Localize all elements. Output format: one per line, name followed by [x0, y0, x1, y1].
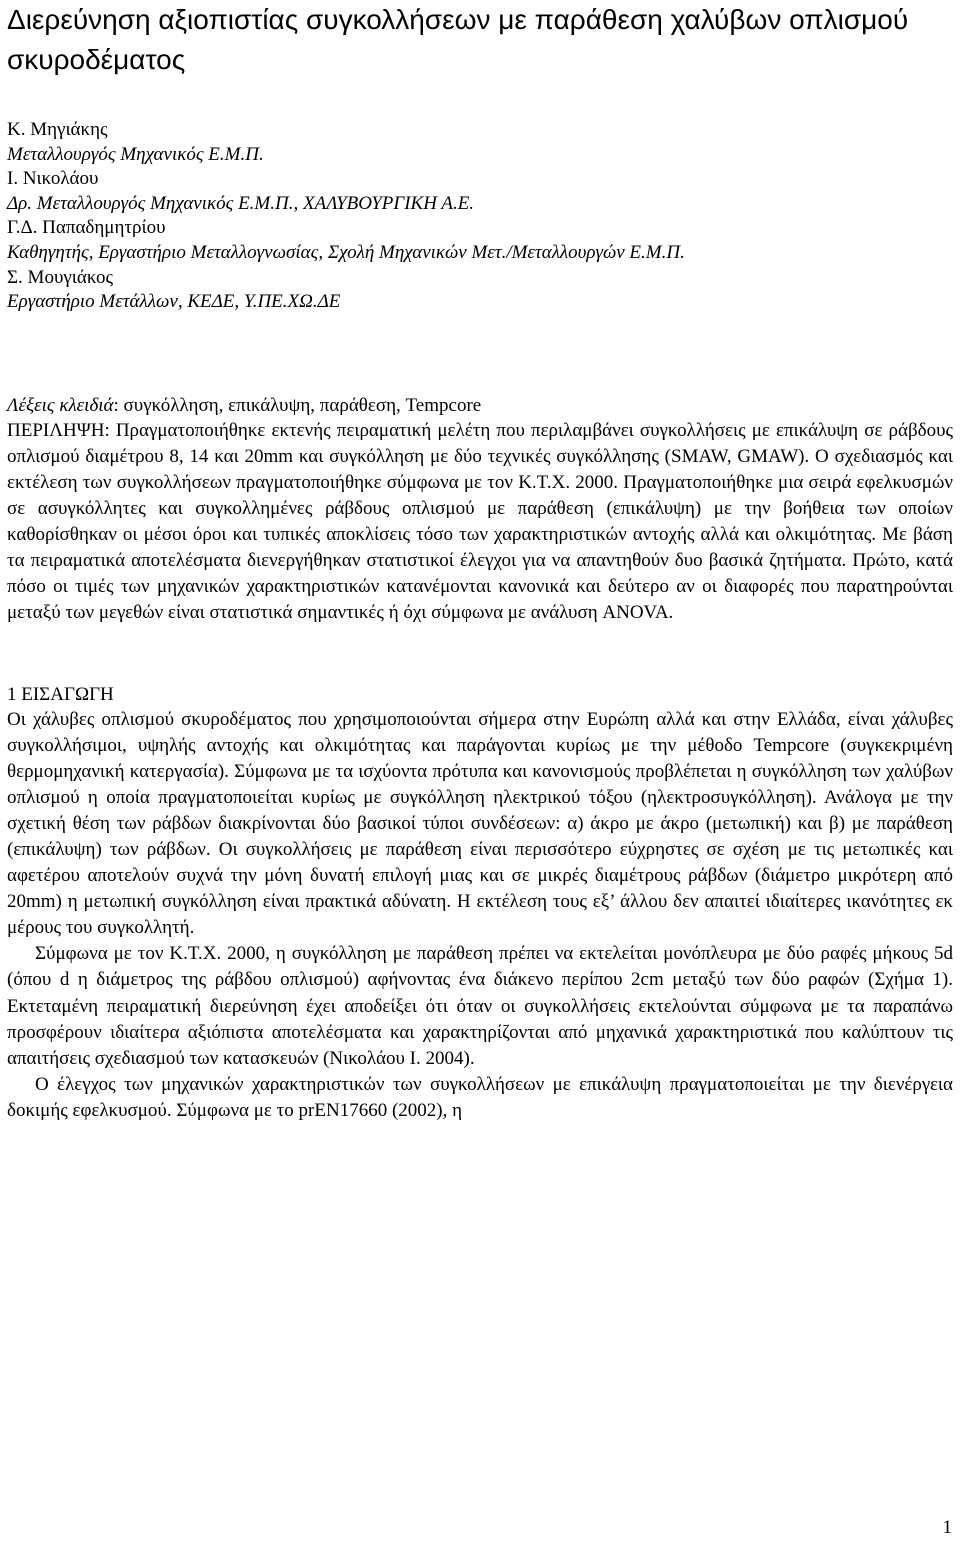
author-affiliation: Μεταλλουργός Μηχανικός Ε.Μ.Π.	[7, 143, 264, 165]
author-name: Κ. Μηγιάκης	[7, 119, 108, 140]
page-number: 1	[942, 1517, 952, 1538]
author-name: Σ. Μουγιάκος	[7, 266, 114, 288]
author-list	[7, 118, 953, 315]
document-page	[7, 0, 953, 1124]
body-paragraph: Οι χάλυβες οπλισμού σκυροδέματος που χρησιμοποιούνται σήμερα στην Ευρώπη αλλά και στην Ελλάδα, είναι χάλυβες συγκολλήσιμοι, υψηλής αντοχής και ολκιμότητας και παράγονται κυρίως με την μέθοδο Tempcore (συγκεκριμένη θερμομηχανική κατεργασία). Σύμφωνα με τα ισχύοντα πρότυπα και κανονισμούς προβλέπεται η συγκόλληση των χαλύβων οπλισμού η οποία πραγματοποιείται κυρίως με συγκόλληση ηλεκτρικού τόξου (ηλεκτροσυγκόλληση). Ανάλογα με την σχετική θέση των ράβδων διακρίνονται δύο βασικοί τύποι συνδέσεων: α) άκρο με άκρο (μετωπική) και β) με παράθεση (επικάλυψη) των ράβδων. Οι συγκολλήσεις με παράθεση είναι περισσότερο εύχρηστες σε σχέση με τις μετωπικές και αφετέρου αποτελούν συχνά την μόνη δυνατή επιλογή μιας και σε μικρές διαμέτρους ράβδων (διάμετρο μικρότερη από 20mm) η μετωπική συγκόλληση είναι πρακτικά αδύνατη. Η εκτέλεση τους εξ’ άλλου δεν απαιτεί ιδιαίτερες ικανότητες εκ μέρους του συγκολλητή.	[7, 708, 953, 939]
author-name: Ι. Νικολάου	[7, 168, 99, 190]
body-paragraph: Ο έλεγχος των μηχανικών χαρακτηριστικών των συγκολλήσεων με επικάλυψη πραγματοποιείται με την διενέργεια δοκιμής εφελκυσμού. Σύμφωνα με το prEN17660 (2002), η	[7, 1073, 953, 1121]
paper-title: Διερεύνηση αξιοπιστίας συγκολλήσεων με παράθεση χαλύβων οπλισμού σκυροδέματος	[7, 4, 909, 75]
keywords-label: Λέξεις κλειδιά	[7, 394, 114, 416]
body-paragraph: Σύμφωνα με τον Κ.Τ.Χ. 2000, η συγκόλληση με παράθεση πρέπει να εκτελείται μονόπλευρα με δύο ραφές μήκους 5d (όπου d η διάμετρος της ράβδου οπλισμού) αφήνοντας ένα διάκενο περίπου 2cm μεταξύ των δύο ραφών (Σχήμα 1). Εκτεταμένη πειραματική διερεύνηση έχει αποδείξει ότι όταν οι συγκολλήσεις εκτελούνται σύμφωνα με τα παραπάνω προσφέρουν ιδιαίτερα αξιόπιστα αποτελέσματα και χαρακτηρίζονται από μηχανικά χαρακτηριστικά που καλύπτουν τις απαιτήσεις σχεδιασμού των κατασκευών (Νικολάου Ι. 2004).	[7, 943, 953, 1069]
keywords-line	[7, 393, 953, 418]
author-name: Γ.Δ. Παπαδημητρίου	[7, 217, 166, 239]
author-affiliation: Εργαστήριο Μετάλλων, ΚΕΔΕ, Υ.ΠΕ.ΧΩ.ΔΕ	[7, 291, 341, 313]
abstract-paragraph: ΠΕΡΙΛΗΨΗ: Πραγματοποιήθηκε εκτενής πειραματική μελέτη που περιλαμβάνει συγκολλήσεις με επικάλυψη σε ράβδους οπλισμού διαμέτρου 8, 14 και 20mm και συγκόλληση με δύο τεχνικές συγκόλλησης (SMAW, GMAW). Ο σχεδιασμός και εκτέλεση των συγκολλήσεων πραγματοποιήθηκε σύμφωνα με τον Κ.Τ.Χ. 2000. Πραγματοποιήθηκε μια σειρά εφελκυσμών σε ασυγκόλλητες και συγκολλημένες ράβδους οπλισμού με παράθεση (επικάλυψη) με την βοήθεια των οποίων καθορίσθηκαν οι μέσοι όροι και τυπικές αποκλίσεις τόσο των χαρακτηριστικών αντοχής αλλά και ολκιμότητας. Με βάση τα πειραματικά αποτελέσματα διενεργήθηκαν στατιστικοί έλεγχοι για να απαντηθούν δυο βασικά ζητήματα. Πρώτο, κατά πόσο οι τιμές των μηχανικών χαρακτηριστικών κατανέμονται κανονικά και δεύτερο αν οι διαφορές που παρατηρούνται μεταξύ των μεγεθών είναι στατιστικά σημαντικές ή όχι σύμφωνα με ανάλυση ANOVA.	[7, 419, 953, 624]
author-affiliation: Δρ. Μεταλλουργός Μηχανικός Ε.Μ.Π., ΧΑΛΥΒΟΥΡΓΙΚΗ Α.Ε.	[7, 192, 475, 214]
author-affiliation: Καθηγητής, Εργαστήριο Μεταλλογνωσίας, Σχολή Μηχανικών Μετ./Μεταλλουργών Ε.Μ.Π.	[7, 241, 685, 263]
section-heading: 1 ΕΙΣΑΓΩΓΗ	[7, 683, 114, 705]
keywords-text: : συγκόλληση, επικάλυψη, παράθεση, Tempcore	[113, 394, 482, 416]
